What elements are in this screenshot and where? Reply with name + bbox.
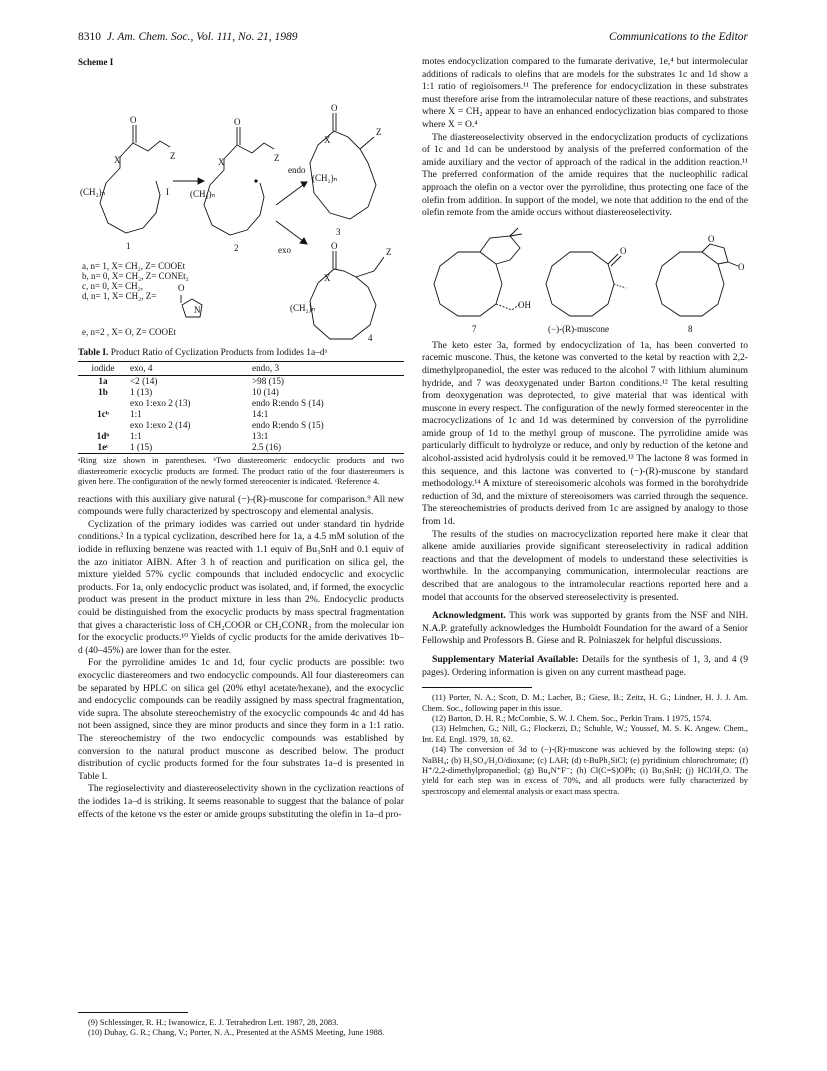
table-caption: [78, 347, 404, 363]
left-paragraph: The regioselectivity and diastereoselectivity shown in the cyclization reactions of the iodides 1a–d is striking. It seems reasonable to suggest that the balance of polar effects of the ketone vs the ester or amide groups substituting the olefin in 1a–d pro-: [78, 783, 404, 820]
section-title: Communications to the Editor: [609, 31, 748, 43]
legend-e: e, n=2 , X= O, Z= COOEt: [82, 326, 176, 337]
lactone-O-ring: O: [708, 233, 715, 244]
cell-iodide: 1dᵇ: [96, 431, 110, 442]
compound-label-1: 1: [126, 240, 131, 251]
cell-iodide: [78, 398, 128, 409]
exo-label: exo: [278, 244, 291, 255]
scheme-X-4: X: [324, 272, 331, 283]
ring-muscone: [546, 252, 614, 316]
table-row: [78, 376, 404, 388]
muscone-O: O: [620, 245, 627, 256]
supplementary-material: [422, 654, 748, 679]
cell-iodide: 1eᶜ: [78, 442, 128, 454]
label-8: 8: [688, 323, 693, 334]
ketal-7: [480, 236, 520, 264]
right-paragraph: The results of the studies on macrocyclization reported here make it clear that alkene amide auxiliaries provide significant stereoselectivity in radical addition reactions and that the development of models to understand these selectivities is worthwhile. In the accompanying communication, intermolecular reactions are described that are analogous to the intramolecular reactions reported here and a model that accounts for the observed stereoselectivity is presented.: [422, 528, 748, 603]
scheme-ch2n-4: (CH₂)ₙ: [290, 302, 316, 313]
scheme-Z-3: Z: [376, 126, 382, 137]
ring-3: [310, 113, 376, 219]
cell-endo: 14:1: [252, 409, 269, 420]
journal-citation: J. Am. Chem. Soc., Vol. 111, No. 21, 1989: [106, 31, 298, 43]
reference-14: (14) The conversion of 3d to (−)-(R)-muscone was achieved by the following steps: (a) NaBH₄; (b) H₂SO₄/H₂O/dioxane; (c) LAH; (d) t-BuPh₂SiCl; (e) pyridinium chlorochromate; (f) H⁺/2,2-dimethylpropanediol; (g) Bu₄N⁺F⁻; (h) Cl(C=S)OPh; (i) Bu₃SnH; (j) HCl/H₂O. The yield for each step was in excess of 70%, and all products were fully characterized by spectroscopy and elemental analysis or exact mass spectra.: [422, 745, 748, 796]
acknowledgment: [422, 610, 748, 648]
ring-7: [434, 252, 502, 316]
legend-a: a, n= 1, X= CH₂, Z= COOEt: [82, 260, 186, 271]
chain-2: [224, 143, 274, 159]
right-paragraph: motes endocyclization compared to the fumarate derivative, 1e,⁴ but intermolecular additions of radicals to olefins that are models for the substrates 1c and 1d show a 1:1 ratio of regioisomers.¹¹ The preference for endocyclization in these substrates must therefore arise from the intramolecular nature of these reactions, and substrates where X = CH₂ appear to have an enhanced endocyclization bias compared to those where X = O.⁴: [422, 56, 748, 130]
cell-endo: >98 (15): [252, 376, 284, 387]
table-header-row: [78, 362, 404, 376]
scheme-O-1: O: [130, 114, 137, 125]
lactone-O-carbonyl: O: [738, 261, 745, 272]
cell-exo: exo 1:exo 2 (13): [130, 398, 191, 409]
cell-exo: exo 1:exo 2 (14): [130, 420, 191, 431]
cell-iodide: [78, 420, 128, 431]
cell-exo: 1 (15): [128, 442, 250, 454]
product-ratio-table: [78, 362, 404, 454]
scheme-X-2: X: [218, 156, 225, 167]
chain-1: [120, 141, 170, 157]
left-references: [78, 1004, 404, 1039]
compound-label-3: 3: [336, 226, 341, 237]
legend-c: c, n= 0, X= CH₂,: [82, 280, 144, 291]
scheme-I-1: I: [166, 186, 169, 197]
running-head-right: [609, 31, 748, 43]
cell-iodide: 1cᵇ: [97, 409, 109, 420]
col-endo: endo, 3: [250, 362, 404, 376]
cell-endo: endo R:endo S (15): [252, 420, 324, 431]
legend-N: N: [194, 304, 201, 315]
structures-figure: [422, 226, 748, 336]
scheme-Z-4: Z: [386, 246, 392, 257]
scheme-ch2n-1: (CH₂)ₙ: [80, 186, 106, 197]
table-caption-text: Product Ratio of Cyclization Products from Iodides 1a–dᵃ: [110, 347, 328, 358]
table-row: [78, 387, 404, 398]
left-paragraph: For the pyrrolidine amides 1c and 1d, four cyclic products are possible: two exocyclic diastereomers and two endocyclic compounds. All four diastereomers can be separated by HPLC on silica gel (20% ethyl acetate/hexane), and the exocyclic and endocyclic compounds can be readily assigned by mass spectral fragmentation, vide supra. The absolute stereochemistry of the exocyclic compounds 4c and 4d has not been assigned, since they are minor products and since they form in a 1:1 ratio. The stereochemistry of the two endocyclic compounds was established by conversion to the natural product muscone as described below. The product distribution of cyclic products formed for the four substrates 1a–d is presented in Table I.: [78, 657, 404, 782]
scheme-X-3: X: [324, 134, 331, 145]
cell-endo: 2.5 (16): [250, 442, 404, 454]
table-row: [78, 431, 404, 442]
scheme-O-2: O: [234, 116, 241, 127]
page-header: [78, 31, 748, 43]
reference-10: (10) Dubay, G. R.; Chang, V.; Porter, N. A., Presented at the ASMS Meeting, June 1988.: [88, 1028, 385, 1038]
scheme-Z-2: Z: [274, 152, 280, 163]
reference-12: (12) Barton, D. H. R.; McCombie, S. W. J. Chem. Soc., Perkin Trans. I 1975, 1574.: [432, 713, 712, 723]
cell-iodide: 1a: [98, 376, 108, 387]
legend-d: d, n= 1, X= CH₂, Z=: [82, 290, 157, 301]
compound-label-4: 4: [368, 332, 373, 343]
supplementary-text: Details for the synthesis of 1, 3, and 4 (9 pages). Ordering information is given on any current masthead page.: [422, 653, 749, 678]
acknowledgment-text: This work was supported by grants from the NSF and NIH. N.A.P. gratefully acknowledges the Humboldt Foundation for the award of a Senior Fellowship and Professors B. Giese and R. Polniaszek for helpful discussions.: [422, 610, 748, 647]
right-paragraph: The diastereoselectivity observed in the endocyclization products of cyclizations of 1c and 1d can be understood by analysis of the preferred conformation of the amide auxiliary and the vector of approach of the radical in the addition reaction.¹¹ The preferred conformation of the amide requires that the nucleophilic radical approach the olefin on a vector over the pyrrolidine, thus protecting one face of the olefin from addition. In support of the model, we note that addition to the end of the olefin remote from the amide occurs without diastereoselectivity.: [422, 131, 748, 219]
ring-1: [100, 154, 160, 233]
footnote-rule: [78, 1012, 188, 1013]
table-row: [78, 442, 404, 454]
left-paragraph: Cyclization of the primary iodides was carried out under standard tin hydride conditions.² In a typical cyclization, described here for 1a, a 4.5 mM solution of the iodide in refluxing benzene was reacted with 1.1 equiv of Bu₃SnH and 0.1 equiv of the azo initiator AIBN. After 3 h of reaction and purification on silica gel, the mixture yielded 57% cyclic compounds that included endocyclic and exocyclic products. For 1a, only endocyclic product was isolated, and, if formed, the exocyclic product was present in the product mixture in less than 2%. Endocyclic products could be distinguished from the exocyclic products by mass spectral fragmentation that gives a characteristic loss of CH₂COOR or CH₂CONR₂ from the molecular ion for the exocyclic products.¹⁰ Yields of cyclic products for the amide derivatives 1b–d (40–45%) are lower than for the ester.: [78, 518, 404, 656]
ring-4: [310, 251, 376, 339]
reference-9: (9) Schlessinger, R. H.; Iwanowicz, E. J. Tetrahedron Lett. 1987, 28, 2083.: [88, 1018, 339, 1027]
cell-exo: 1:1: [130, 431, 142, 442]
col-exo: exo, 4: [128, 362, 250, 376]
table-row: [78, 420, 404, 431]
table-footnote: ᵃRing size shown in parentheses. ᵇTwo diastereomeric endocyclic products and two diastereomeric exocyclic products are formed. The product ratio of the four diastereomers is given here. The configuration of the newly formed stereocenter is indicated. ᶜReference 4.: [78, 456, 404, 487]
endo-label: endo: [288, 164, 306, 175]
table-caption-label: Table I.: [78, 347, 109, 358]
label-muscone: (−)-(R)-muscone: [548, 323, 610, 334]
right-paragraph: The keto ester 3a, formed by endocyclization of 1a, has been converted to racemic muscone. Thus, the ketone was converted to the ketal by reaction with 2,2-dimethylpropanediol, the ester was reduced to the alcohol 7 with lithium aluminum hydride, and 7 was deoxygenated under Barton conditions.¹² The ketal resulting from deoxygenation was deprotected, to give material that was identical with muscone in every respect. The configuration of the newly formed stereocenter in the macrocyclizations of 1c and 1d was determined by conversion of the pyrrolidine amide group of 1d to the methyl group of muscone. The pyrrolidine amide was particularly difficult to hydrolyze or reduce, and only by reduction of the ketone and alcohol-assisted acid hydrolysis could it be removed.¹³ The lactone 8 was formed in this sequence, and this lactone was converted to (−)-(R)-muscone by standard methodology.¹⁴ A mixture of stereoisomeric alcohols was formed in the borohydride reduction of 3d, and the mixture of stereoisomers was carried through the sequence. The stereochemistries of products derived from 1c are assigned by analogy to those from 1d.: [422, 339, 748, 528]
page-number: 8310: [78, 31, 101, 43]
right-column: [422, 56, 748, 797]
label-7: 7: [472, 323, 477, 334]
scheme-X-1: X: [114, 154, 121, 165]
running-head-left: [78, 31, 297, 43]
scheme-Z-1: Z: [170, 150, 176, 161]
scheme-O-3: O: [331, 102, 338, 113]
cell-iodide: 1b: [98, 387, 108, 398]
scheme-figure: [78, 73, 404, 343]
acknowledgment-heading: Acknowledgment.: [432, 610, 506, 622]
legend-O: O: [178, 282, 185, 293]
reference-11: (11) Porter, N. A.; Scott, D. M.; Lacher, B.; Giese, B.; Zeitz, H. G.; Lindner, H. J. J. Am. Chem. Soc., following paper in this issue.: [422, 693, 748, 713]
table-row: [78, 398, 404, 409]
footnote-rule: [422, 687, 532, 688]
col-iodide: iodide: [78, 362, 128, 376]
cell-endo: 10 (14): [252, 387, 279, 398]
cell-exo: 1:1: [130, 409, 142, 420]
left-paragraph: reactions with this auxiliary give natural (−)-(R)-muscone for comparison.⁹ All new compounds were fully characterized by spectroscopy and elemental analysis.: [78, 493, 404, 518]
cell-endo: 13:1: [252, 431, 269, 442]
table-row: [78, 409, 404, 420]
arrow-exo: [276, 221, 303, 241]
label-OH: OH: [518, 299, 531, 310]
ring-8: [656, 252, 724, 316]
reference-13: (13) Helmchen, G.; Nill, G.; Flockerzi, D.; Schuhle, W.; Youssef, M. S. K. Angew. Chem., Int. Ed. Engl. 1979, 18, 62.: [422, 724, 748, 744]
legend-b: b, n= 0, X= CH₂, Z= CONEt₂: [82, 270, 189, 281]
compound-label-2: 2: [234, 242, 239, 253]
left-column: [78, 56, 404, 821]
scheme-ch2n-2: (CH₂)ₙ: [190, 188, 216, 199]
supplementary-heading: Supplementary Material Available:: [432, 653, 579, 665]
arrow-endo: [276, 185, 303, 205]
scheme-label: Scheme I: [78, 57, 114, 67]
cell-endo: endo R:endo S (14): [252, 398, 324, 409]
right-references: [422, 693, 748, 797]
cell-exo: <2 (14): [130, 376, 158, 387]
scheme-O-4: O: [331, 240, 338, 251]
scheme-ch2n-3: (CH₂)ₙ: [312, 172, 338, 183]
cell-exo: 1 (13): [130, 387, 153, 398]
